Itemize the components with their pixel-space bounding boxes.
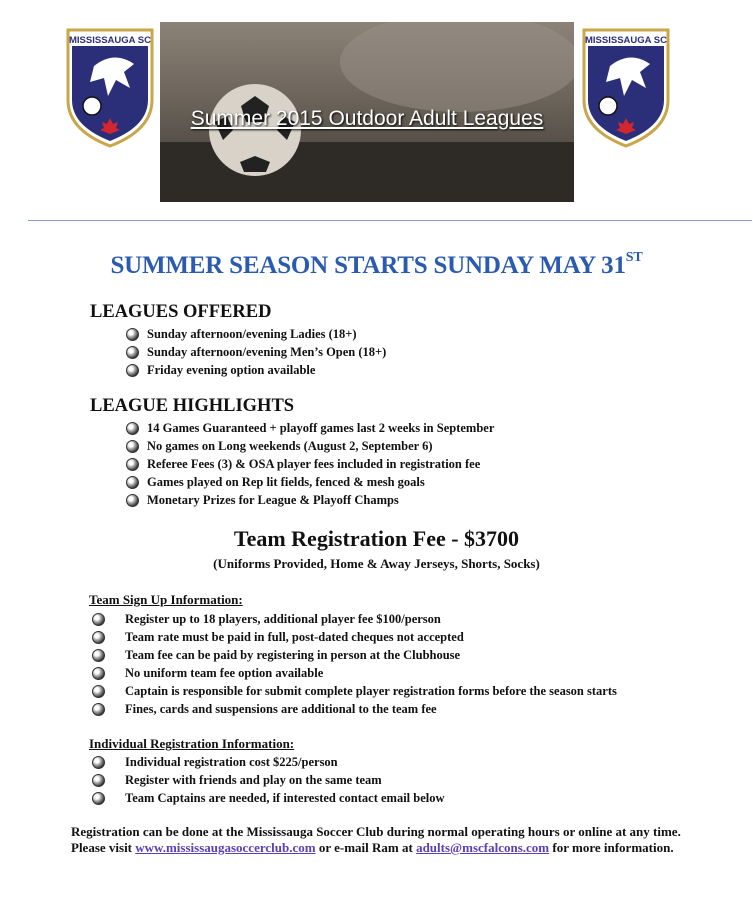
soccer-ball-icon [126, 494, 139, 507]
headline-superscript: ST [625, 250, 643, 265]
list-item: Register up to 18 players, additional player fee $100/person [90, 610, 617, 628]
list-item: Games played on Rep lit fields, fenced & mesh goals [126, 473, 494, 491]
list-item: Individual registration cost $225/person [90, 753, 445, 771]
svg-text:MISSISSAUGA SC: MISSISSAUGA SC [585, 35, 667, 46]
list-item: Captain is responsible for submit complete player registration forms before the season starts [90, 682, 617, 700]
registration-footer: Registration can be done at the Mississauga Soccer Club during normal operating hours or online at any time. Please visit www.mississaugasoccerclub.com or e-mail Ram at adults@mscfalcons.com for more information. [71, 824, 681, 855]
header-divider [28, 220, 752, 221]
svg-text:MISSISSAUGA SC: MISSISSAUGA SC [69, 35, 151, 46]
list-item: No games on Long weekends (August 2, September 6) [126, 437, 494, 455]
soccer-ball-icon [92, 774, 105, 787]
list-item: Monetary Prizes for League & Playoff Champs [126, 491, 494, 509]
highlights-list [126, 419, 494, 509]
header-banner [160, 22, 574, 202]
soccer-ball-icon [126, 364, 139, 377]
soccer-ball-icon [126, 476, 139, 489]
list-item: Register with friends and play on the same team [90, 771, 445, 789]
leagues-title: LEAGUES OFFERED [90, 302, 272, 322]
list-item: Team rate must be paid in full, post-dated cheques not accepted [90, 628, 617, 646]
banner-title: Summer 2015 Outdoor Adult Leagues [190, 107, 544, 130]
club-crest-left-icon [64, 26, 156, 150]
soccer-ball-icon [92, 613, 105, 626]
soccer-ball-icon [92, 631, 105, 644]
team-fee-subtitle: (Uniforms Provided, Home & Away Jerseys, Shorts, Socks) [213, 556, 540, 571]
list-item: 14 Games Guaranteed + playoff games last 2 weeks in September [126, 419, 494, 437]
soccer-ball-icon [92, 703, 105, 716]
individual-title: Individual Registration Information: [89, 736, 295, 751]
list-item: Sunday afternoon/evening Ladies (18+) [126, 325, 386, 343]
soccer-ball-icon [92, 792, 105, 805]
highlights-title: LEAGUE HIGHLIGHTS [90, 396, 295, 416]
list-item: Referee Fees (3) & OSA player fees included in registration fee [126, 455, 494, 473]
list-item: Fines, cards and suspensions are additional to the team fee [90, 700, 617, 718]
list-item: Sunday afternoon/evening Men’s Open (18+) [126, 343, 386, 361]
leagues-list [126, 325, 386, 379]
team-signup-list [90, 610, 617, 718]
list-item: Team Captains are needed, if interested contact email below [90, 789, 445, 807]
soccer-ball-icon [126, 346, 139, 359]
club-website-link[interactable]: www.mississaugasoccerclub.com [135, 840, 316, 855]
soccer-ball-icon [126, 440, 139, 453]
individual-list [90, 753, 445, 807]
soccer-ball-icon [92, 649, 105, 662]
soccer-ball-icon [126, 458, 139, 471]
soccer-ball-icon [126, 422, 139, 435]
club-crest-right-icon [580, 26, 672, 150]
team-fee-title: Team Registration Fee - $3700 [233, 526, 520, 551]
soccer-ball-icon [92, 756, 105, 769]
soccer-ball-icon [126, 328, 139, 341]
contact-email-link[interactable]: adults@mscfalcons.com [416, 840, 550, 855]
soccer-ball-icon [92, 667, 105, 680]
soccer-ball-icon [92, 685, 105, 698]
list-item: Team fee can be paid by registering in person at the Clubhouse [90, 646, 617, 664]
season-headline: SUMMER SEASON STARTS SUNDAY MAY 31ST [110, 250, 643, 279]
list-item: No uniform team fee option available [90, 664, 617, 682]
team-signup-title: Team Sign Up Information: [89, 592, 243, 607]
list-item: Friday evening option available [126, 361, 386, 379]
